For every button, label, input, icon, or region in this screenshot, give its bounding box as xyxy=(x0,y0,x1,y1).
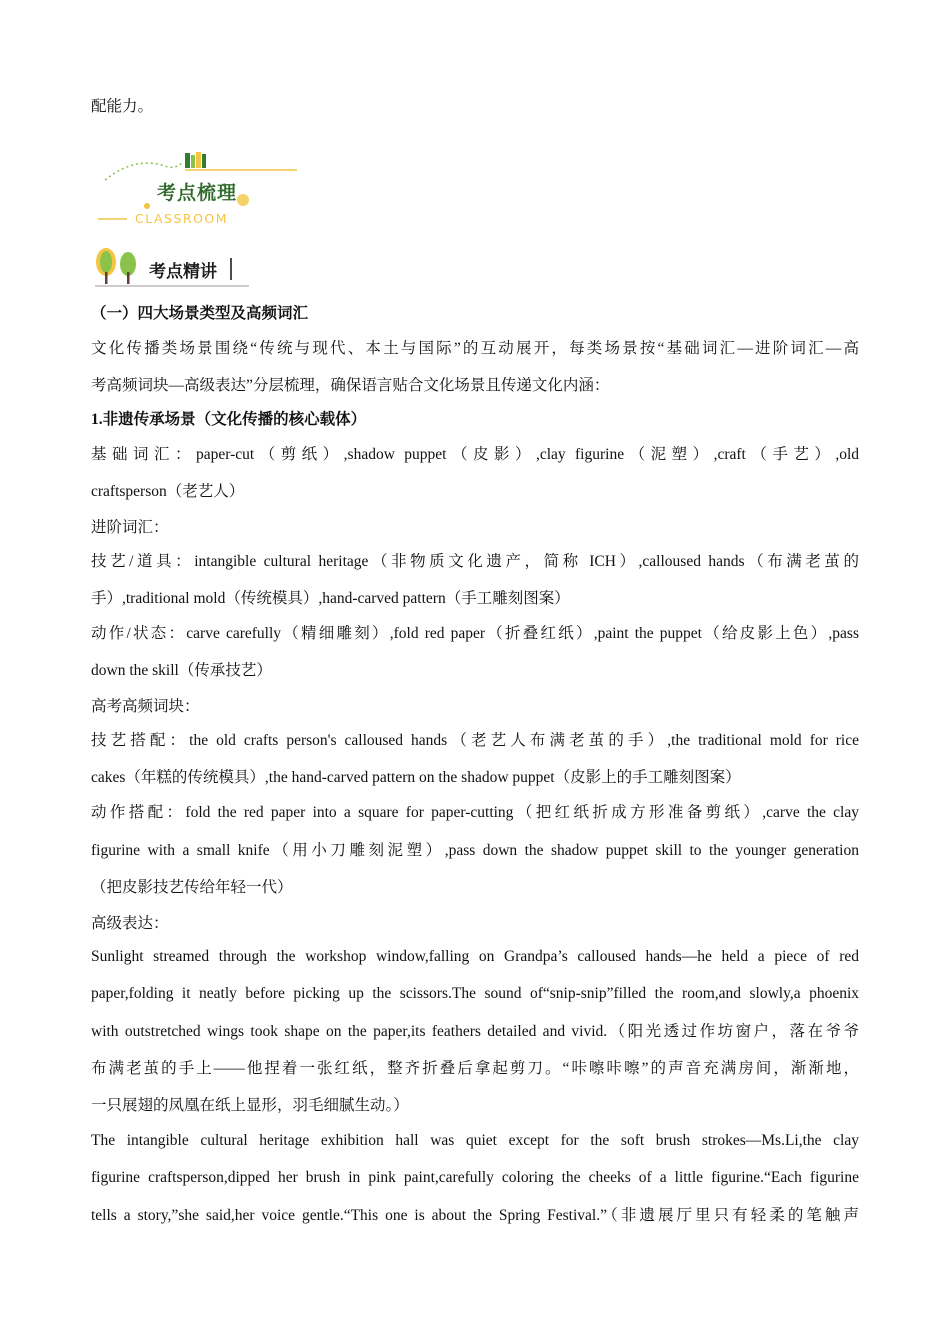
text-line: 技艺/道具：intangible cultural heritage（非物质文化遗产，简称 ICH）,calloused hands（布满老茧的 xyxy=(91,553,859,570)
text-line: 一只展翅的凤凰在纸上显形，羽毛细腻生动。） xyxy=(91,1097,409,1114)
text-line: craftsperson（老艺人） xyxy=(91,483,245,500)
text-line: Sunlight streamed through the workshop window,falling on Grandpa’s calloused hands—he held a piece of red xyxy=(91,948,859,965)
text-line: 进阶词汇： xyxy=(91,519,169,536)
section-heading: （一）四大场景类型及高频词汇 xyxy=(91,305,309,322)
text-line: 基础词汇：paper-cut（剪纸）,shadow puppet（皮影）,clay figurine（泥塑）,craft（手艺）,old xyxy=(91,446,859,463)
lecture-banner xyxy=(93,244,253,288)
text-line: cakes（年糕的传统模具）,the hand-carved pattern on the shadow puppet（皮影上的手工雕刻图案） xyxy=(91,769,741,786)
text-line: 动作搭配：fold the red paper into a square for paper-cutting（把红纸折成方形准备剪纸）,carve the clay xyxy=(91,804,859,821)
text-line: 高考高频词块： xyxy=(91,698,200,715)
text-line: figurine craftsperson,dipped her brush in pink paint,carefully coloring the cheeks of a little figurine.“Each figurine xyxy=(91,1169,859,1186)
text-line: 技艺搭配：the old crafts person's calloused hands（老艺人布满老茧的手）,the traditional mold for rice xyxy=(91,732,859,749)
text-line: 文化传播类场景围绕“传统与现代、本土与国际”的互动展开，每类场景按“基础词汇—进阶词汇—高 xyxy=(91,340,859,357)
text-line: tells a story,”she said,her voice gentle.“This one is about the Spring Festival.”（非遗展厅里只有轻柔的笔触声 xyxy=(91,1207,859,1224)
banner-subtitle: CLASSROOM xyxy=(135,211,229,226)
text-line: （把皮影技艺传给年轻一代） xyxy=(91,879,293,896)
text-line: 动作/状态：carve carefully（精细雕刻）,fold red paper（折叠红纸）,paint the puppet（给皮影上色）,pass xyxy=(91,625,859,642)
text-line: paper,folding it neatly before picking up the scissors.The sound of“snip-snip”filled the room,and slowly,a phoenix xyxy=(91,985,859,1002)
text-line: figurine with a small knife（用小刀雕刻泥塑）,pass down the shadow puppet skill to the younger generation xyxy=(91,842,859,859)
banner-title: 考点梳理 xyxy=(157,182,238,204)
classroom-banner xyxy=(95,148,300,230)
text-line: down the skill（传承技艺） xyxy=(91,662,272,679)
text-line: The intangible cultural heritage exhibition hall was quiet except for the soft brush strokes—Ms.Li,the clay xyxy=(91,1132,859,1149)
text-line: 高级表达： xyxy=(91,915,169,932)
text-line: 考高频词块—高级表达”分层梳理，确保语言贴合文化场景且传递文化内涵： xyxy=(91,377,610,394)
subsection-heading: 1.非遗传承场景（文化传播的核心载体） xyxy=(91,411,367,428)
text-line: with outstretched wings took shape on the paper,its feathers detailed and vivid.（阳光透过作坊窗户，落在爷爷 xyxy=(91,1023,859,1040)
banner-title: 考点精讲 xyxy=(149,262,217,282)
text-line: 手）,traditional mold（传统模具）,hand-carved pattern（手工雕刻图案） xyxy=(91,590,570,607)
text-line: 配能力。 xyxy=(91,98,154,115)
text-line: 布满老茧的手上——他捏着一张红纸，整齐折叠后拿起剪刀。“咔嚓咔嚓”的声音充满房间，渐渐地， xyxy=(91,1060,859,1077)
